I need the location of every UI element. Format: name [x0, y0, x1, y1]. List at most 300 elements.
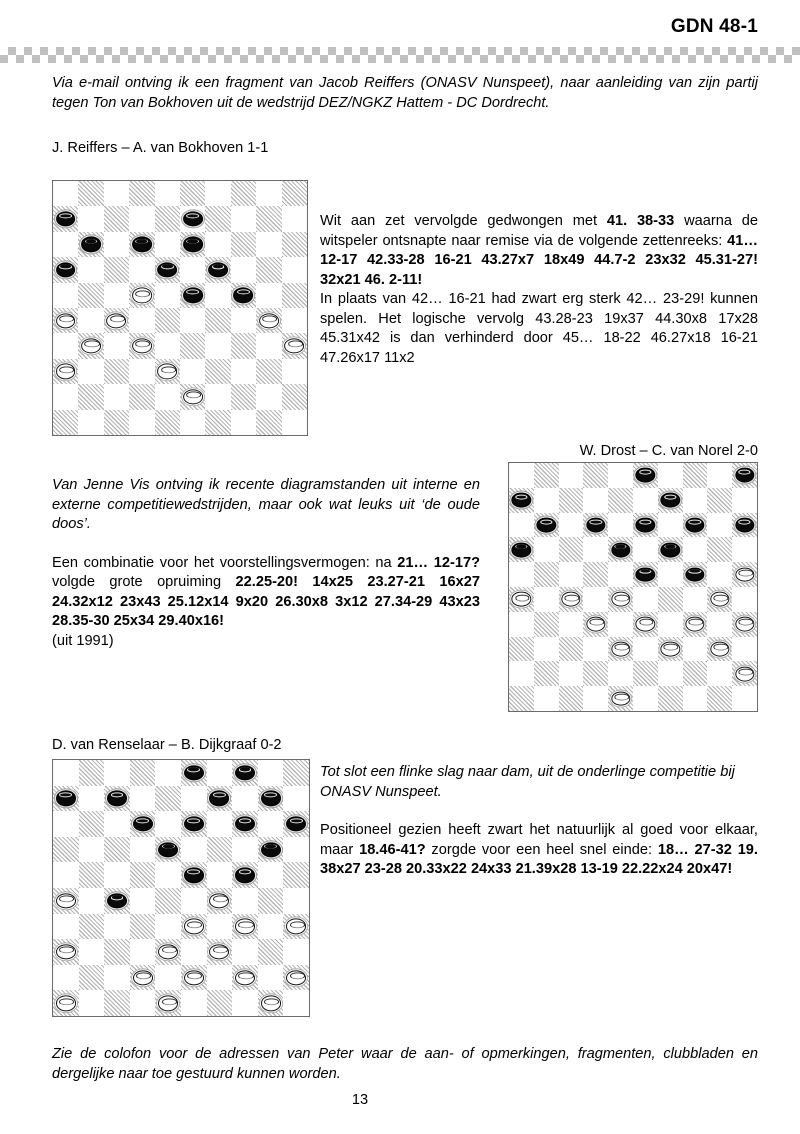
board-square	[129, 384, 154, 409]
board-square	[180, 283, 205, 308]
board-square	[130, 990, 156, 1016]
g3-move-18: 18.46-41?	[359, 841, 426, 858]
board-square	[104, 283, 129, 308]
board-square	[732, 661, 757, 686]
white-piece	[235, 970, 255, 985]
board-square	[559, 537, 584, 562]
board-square	[583, 537, 608, 562]
board-square	[130, 939, 156, 965]
board-square	[633, 562, 658, 587]
board-square	[282, 257, 307, 282]
black-piece	[636, 567, 655, 582]
white-piece	[661, 642, 680, 657]
white-piece	[235, 919, 255, 934]
board-square	[509, 488, 534, 513]
board-square	[683, 686, 708, 711]
board-square	[130, 862, 156, 888]
white-piece	[735, 617, 754, 632]
board-square	[205, 384, 230, 409]
board-square	[104, 384, 129, 409]
board-square	[78, 283, 103, 308]
board-square	[231, 333, 256, 358]
board-square	[78, 181, 103, 206]
board-square	[180, 333, 205, 358]
black-piece	[235, 765, 255, 780]
board-square	[232, 914, 258, 940]
black-piece	[184, 765, 204, 780]
board-square	[608, 537, 633, 562]
board-square	[78, 308, 103, 333]
board-square	[207, 811, 233, 837]
game3-italic-paragraph: Tot slot een flinke slag naar dam, uit de onderlinge competitie bij ONASV Nunspeet.	[320, 764, 735, 800]
board-square	[559, 562, 584, 587]
board-square	[258, 990, 284, 1016]
white-piece	[209, 944, 229, 959]
board-square	[181, 888, 207, 914]
black-piece	[512, 542, 531, 557]
board-square	[207, 786, 233, 812]
board-square	[608, 587, 633, 612]
board-square	[534, 587, 559, 612]
board-square	[282, 384, 307, 409]
board-square	[79, 837, 105, 863]
board-square	[205, 410, 230, 435]
board-square	[583, 612, 608, 637]
board-square	[53, 181, 78, 206]
white-piece	[56, 313, 76, 328]
board-square	[509, 637, 534, 662]
black-piece	[735, 468, 754, 483]
board-square	[53, 308, 78, 333]
g1-moveline: 41… 12-17 42.33-28 16-21 43.27x7 18x49 44.7-2 23x32 45.31-27! 32x21 46. 2-11!	[320, 232, 758, 288]
g1-t1: Wit aan zet vervolgde gedwongen met	[320, 213, 607, 229]
g3-t1: Positioneel gezien heeft zwart het natuurlijk al goed voor elkaar, maar	[320, 822, 758, 858]
board-square	[583, 513, 608, 538]
board-square	[181, 760, 207, 786]
board-square	[130, 888, 156, 914]
board-square	[104, 811, 130, 837]
board-square	[79, 914, 105, 940]
board-square	[232, 965, 258, 991]
intro-paragraph: Via e-mail ontving ik een fragment van Jacob Reiffers (ONASV Nunspeet), naar aanleiding van zijn partij tegen Ton van Bokhoven uit de wedstrijd DEZ/NGKZ Hattem - DC Dordrecht.	[52, 75, 758, 111]
board-square	[732, 637, 757, 662]
black-piece	[636, 468, 655, 483]
black-piece	[183, 211, 203, 226]
board-square	[732, 513, 757, 538]
game3-analysis	[320, 763, 758, 880]
board-square	[104, 181, 129, 206]
board-square	[282, 232, 307, 257]
board-square	[283, 837, 309, 863]
board-square	[155, 384, 180, 409]
board-square	[104, 333, 129, 358]
board-square	[559, 661, 584, 686]
board-square	[231, 232, 256, 257]
board-square	[559, 612, 584, 637]
board-square	[53, 811, 79, 837]
board-square	[104, 990, 130, 1016]
board-square	[53, 232, 78, 257]
board-square	[232, 862, 258, 888]
white-piece	[56, 996, 76, 1011]
black-piece	[56, 211, 76, 226]
board-square	[231, 283, 256, 308]
board-square	[256, 181, 281, 206]
board-square	[256, 410, 281, 435]
board-square	[155, 359, 180, 384]
white-piece	[132, 288, 152, 303]
board-square	[282, 333, 307, 358]
board-square	[104, 257, 129, 282]
board-square	[509, 686, 534, 711]
board-square	[282, 283, 307, 308]
board-square	[258, 760, 284, 786]
board-square	[559, 463, 584, 488]
board-square	[207, 965, 233, 991]
black-piece	[183, 288, 203, 303]
white-piece	[611, 691, 630, 706]
board-square	[129, 232, 154, 257]
white-piece	[158, 944, 178, 959]
board-square	[53, 786, 79, 812]
board-square	[79, 760, 105, 786]
board-square	[583, 686, 608, 711]
board-square	[256, 308, 281, 333]
board-square	[282, 410, 307, 435]
m-t2: volgde grote opruiming	[52, 574, 236, 590]
board-square	[155, 837, 181, 863]
board-square	[732, 463, 757, 488]
board-square	[282, 308, 307, 333]
white-piece	[56, 893, 76, 908]
game3-board-wrap	[52, 759, 310, 1017]
black-piece	[56, 791, 76, 806]
board-square	[180, 232, 205, 257]
board-square	[534, 686, 559, 711]
board-square	[207, 760, 233, 786]
board-square	[633, 637, 658, 662]
board-square	[130, 760, 156, 786]
board-square	[283, 811, 309, 837]
board-square	[732, 612, 757, 637]
board-square	[633, 537, 658, 562]
white-piece	[81, 338, 101, 353]
board-square	[205, 206, 230, 231]
board-square	[608, 463, 633, 488]
board-square	[658, 612, 683, 637]
board-square	[608, 637, 633, 662]
board-square	[104, 206, 129, 231]
board-square	[258, 914, 284, 940]
board-square	[707, 612, 732, 637]
board-square	[608, 562, 633, 587]
board-square	[78, 384, 103, 409]
black-piece	[537, 518, 556, 533]
board-square	[633, 686, 658, 711]
board-square	[509, 562, 534, 587]
board-square	[283, 914, 309, 940]
board-square	[205, 283, 230, 308]
game2-board-wrap	[508, 462, 758, 712]
black-piece	[81, 237, 101, 252]
board-square	[732, 562, 757, 587]
board-square	[53, 965, 79, 991]
header-checker-band	[0, 47, 800, 63]
white-piece	[107, 313, 127, 328]
board-square	[534, 637, 559, 662]
board-square	[534, 463, 559, 488]
black-piece	[184, 816, 204, 831]
board-square	[155, 181, 180, 206]
board-square	[53, 206, 78, 231]
board-square	[207, 888, 233, 914]
black-piece	[158, 842, 178, 857]
board-square	[256, 257, 281, 282]
board-square	[658, 686, 683, 711]
black-piece	[512, 493, 531, 508]
g1-move-41: 41. 38-33	[606, 213, 675, 229]
board-square	[129, 181, 154, 206]
board-square	[283, 965, 309, 991]
board-square	[104, 862, 130, 888]
board-square	[78, 257, 103, 282]
board-square	[658, 513, 683, 538]
board-square	[155, 965, 181, 991]
board-square	[155, 206, 180, 231]
middle-combination-paragraph	[52, 554, 480, 632]
white-piece	[184, 970, 204, 985]
m-t1: Een combinatie voor het voorstellingsvermogen: na	[52, 554, 398, 571]
board-square	[282, 181, 307, 206]
board-square	[129, 206, 154, 231]
black-piece	[735, 518, 754, 533]
board-square	[256, 384, 281, 409]
board-square	[130, 965, 156, 991]
board-square	[258, 862, 284, 888]
board-square	[53, 384, 78, 409]
board-square	[509, 463, 534, 488]
board-square	[181, 862, 207, 888]
game1-analysis	[320, 212, 758, 368]
black-piece	[107, 791, 127, 806]
board-square	[534, 488, 559, 513]
black-piece	[183, 237, 203, 252]
board-square	[658, 587, 683, 612]
board-square	[155, 410, 180, 435]
black-piece	[261, 791, 281, 806]
board-square	[155, 760, 181, 786]
board-square	[155, 811, 181, 837]
black-piece	[184, 868, 204, 883]
board-square	[129, 410, 154, 435]
board-square	[53, 990, 79, 1016]
board-square	[509, 513, 534, 538]
board-square	[207, 914, 233, 940]
white-piece	[209, 893, 229, 908]
black-piece	[636, 518, 655, 533]
board-square	[155, 990, 181, 1016]
board-square	[658, 637, 683, 662]
white-piece	[157, 364, 177, 379]
white-piece	[611, 642, 630, 657]
white-piece	[586, 617, 605, 632]
board-square	[79, 862, 105, 888]
board-square	[155, 888, 181, 914]
board-square	[633, 463, 658, 488]
board-square	[53, 888, 79, 914]
board-square	[129, 359, 154, 384]
board-square	[633, 513, 658, 538]
board-square	[633, 612, 658, 637]
board-square	[509, 661, 534, 686]
board-square	[205, 308, 230, 333]
middle-source: (uit 1991)	[52, 632, 114, 649]
board-square	[258, 837, 284, 863]
board-square	[559, 513, 584, 538]
board-square	[129, 333, 154, 358]
board-square	[104, 308, 129, 333]
white-piece	[710, 592, 729, 607]
white-piece	[56, 364, 76, 379]
game1-paragraph-1	[320, 212, 758, 290]
board-square	[104, 410, 129, 435]
board-square	[232, 939, 258, 965]
board-square	[658, 488, 683, 513]
board-square	[256, 333, 281, 358]
board-square	[129, 283, 154, 308]
board-square	[180, 359, 205, 384]
board-square	[53, 837, 79, 863]
draughts-board-1	[52, 180, 308, 436]
board-square	[130, 837, 156, 863]
black-piece	[157, 262, 177, 277]
board-square	[79, 965, 105, 991]
board-square	[258, 888, 284, 914]
board-square	[283, 990, 309, 1016]
board-square	[683, 612, 708, 637]
board-square	[583, 661, 608, 686]
board-square	[104, 359, 129, 384]
board-square	[181, 990, 207, 1016]
board-square	[608, 686, 633, 711]
board-square	[707, 562, 732, 587]
black-piece	[209, 791, 229, 806]
white-piece	[735, 666, 754, 681]
board-square	[129, 257, 154, 282]
white-piece	[636, 617, 655, 632]
game3-heading: D. van Renselaar – B. Dijkgraaf 0-2	[52, 737, 282, 753]
white-piece	[259, 313, 279, 328]
board-square	[732, 686, 757, 711]
board-square	[79, 990, 105, 1016]
board-square	[683, 513, 708, 538]
board-square	[732, 587, 757, 612]
board-square	[207, 862, 233, 888]
board-square	[534, 562, 559, 587]
board-square	[583, 562, 608, 587]
board-square	[509, 612, 534, 637]
board-square	[155, 333, 180, 358]
board-square	[78, 232, 103, 257]
board-square	[534, 612, 559, 637]
board-square	[283, 862, 309, 888]
board-square	[707, 661, 732, 686]
board-square	[283, 760, 309, 786]
board-square	[180, 257, 205, 282]
board-square	[104, 760, 130, 786]
board-square	[559, 637, 584, 662]
board-square	[583, 488, 608, 513]
white-piece	[286, 919, 306, 934]
black-piece	[235, 868, 255, 883]
m-move-21: 21… 12-17?	[397, 554, 480, 571]
black-piece	[661, 542, 680, 557]
black-piece	[56, 262, 76, 277]
board-square	[205, 359, 230, 384]
board-square	[633, 587, 658, 612]
board-square	[155, 308, 180, 333]
game3-paragraph	[320, 821, 758, 880]
page-content	[52, 74, 758, 1084]
board-square	[104, 786, 130, 812]
board-square	[181, 914, 207, 940]
board-square	[683, 587, 708, 612]
black-piece	[133, 816, 153, 831]
board-square	[104, 965, 130, 991]
board-square	[608, 612, 633, 637]
board-square	[181, 786, 207, 812]
board-square	[559, 587, 584, 612]
board-square	[683, 488, 708, 513]
black-piece	[107, 893, 127, 908]
middle-italic-paragraph: Van Jenne Vis ontving ik recente diagramstanden uit interne en externe competitiewedstrijden, maar ook wat leuks uit ‘de oude doos’.	[52, 477, 480, 532]
board-square	[181, 939, 207, 965]
board-square	[53, 283, 78, 308]
board-square	[104, 232, 129, 257]
board-square	[232, 760, 258, 786]
board-square	[231, 384, 256, 409]
board-square	[732, 488, 757, 513]
page-header	[0, 0, 800, 62]
board-square	[658, 537, 683, 562]
board-square	[683, 537, 708, 562]
white-piece	[611, 592, 630, 607]
board-square	[707, 637, 732, 662]
board-square	[583, 637, 608, 662]
board-square	[181, 811, 207, 837]
board-square	[78, 206, 103, 231]
black-piece	[586, 518, 605, 533]
board-square	[78, 410, 103, 435]
board-square	[658, 562, 683, 587]
board-square	[53, 333, 78, 358]
white-piece	[735, 567, 754, 582]
board-square	[534, 513, 559, 538]
board-square	[129, 308, 154, 333]
board-square	[155, 786, 181, 812]
board-square	[79, 811, 105, 837]
board-square	[256, 359, 281, 384]
board-square	[256, 206, 281, 231]
black-piece	[234, 288, 254, 303]
black-piece	[685, 567, 704, 582]
board-square	[231, 257, 256, 282]
board-square	[78, 359, 103, 384]
board-square	[583, 463, 608, 488]
board-square	[181, 965, 207, 991]
header-title: GDN 48-1	[670, 16, 758, 37]
board-square	[509, 537, 534, 562]
